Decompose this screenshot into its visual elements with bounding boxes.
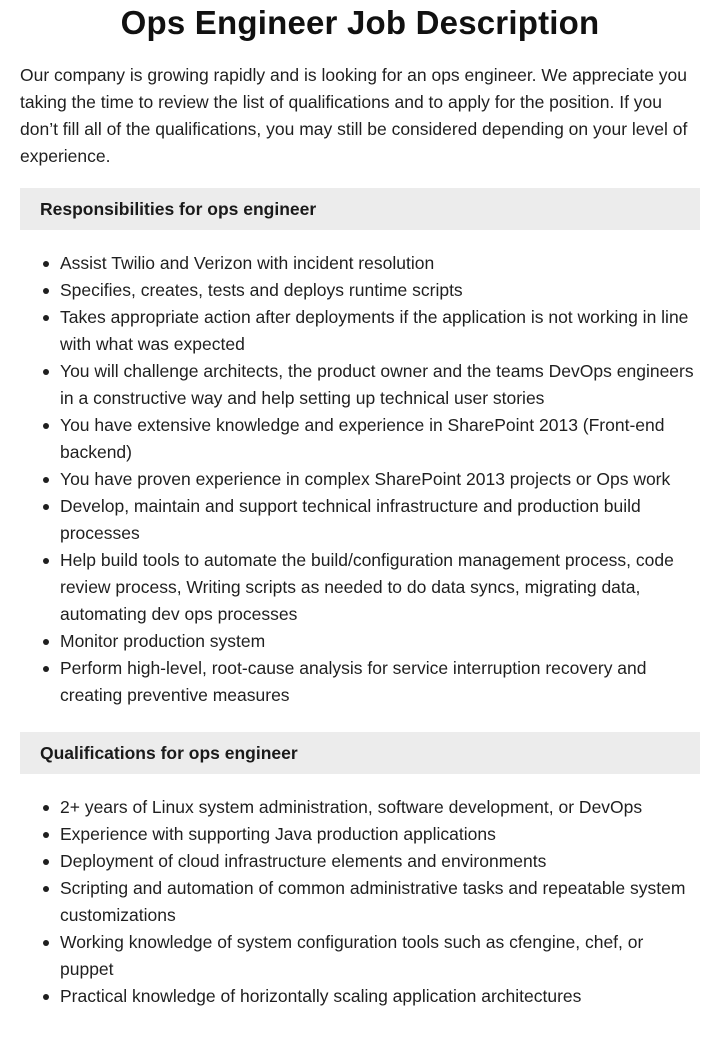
list-item: [60, 628, 700, 655]
bullet-icon: [43, 261, 49, 267]
list-item-text: You have extensive knowledge and experience in SharePoint 2013 (Front-end backend): [60, 415, 665, 462]
list-item-text: 2+ years of Linux system administration, software development, or DevOps: [60, 797, 643, 817]
section-spacer: [20, 709, 700, 714]
bullet-icon: [43, 477, 49, 483]
list-item: [60, 655, 700, 709]
list-item: [60, 304, 700, 358]
bullet-icon: [43, 994, 49, 1000]
list-item-text: Scripting and automation of common administrative tasks and repeatable system customizations: [60, 878, 686, 925]
list-item: [60, 250, 700, 277]
list-item: [60, 821, 700, 848]
list-item-text: Develop, maintain and support technical infrastructure and production build processes: [60, 496, 641, 543]
list-item: [60, 875, 700, 929]
list-item: [60, 493, 700, 547]
bullet-icon: [43, 315, 49, 321]
list-item-text: Working knowledge of system configuration tools such as cfengine, chef, or puppet: [60, 932, 644, 979]
bullet-icon: [43, 832, 49, 838]
list-item-text: Experience with supporting Java production applications: [60, 824, 496, 844]
bullet-icon: [43, 504, 49, 510]
list-item-text: Takes appropriate action after deployments if the application is not working in line with what was expected: [60, 307, 689, 354]
list-item: [60, 277, 700, 304]
bullet-icon: [43, 666, 49, 672]
qualifications-list: [20, 794, 700, 1010]
list-item: [60, 358, 700, 412]
intro-paragraph: Our company is growing rapidly and is looking for an ops engineer. We appreciate you taking the time to review the list of qualifications and to apply for the position. If you don’t fill all of the qualifications, you may still be considered depending on your level of experience.: [20, 65, 688, 166]
list-item: [60, 466, 700, 493]
qualifications-heading: Qualifications for ops engineer: [20, 732, 700, 774]
list-item: [60, 929, 700, 983]
list-item-text: Practical knowledge of horizontally scaling application architectures: [60, 986, 582, 1006]
bullet-icon: [43, 423, 49, 429]
list-item-text: You have proven experience in complex SharePoint 2013 projects or Ops work: [60, 469, 671, 489]
list-item: [60, 412, 700, 466]
page-title: Ops Engineer Job Description: [120, 4, 600, 41]
list-item-text: Help build tools to automate the build/configuration management process, code review process, Writing scripts as needed to do data syncs, migrating data, automating dev ops processes: [60, 550, 674, 624]
bullet-icon: [43, 940, 49, 946]
list-item-text: Specifies, creates, tests and deploys runtime scripts: [60, 280, 463, 300]
responsibilities-heading: Responsibilities for ops engineer: [20, 188, 700, 230]
list-item: [60, 983, 700, 1010]
list-item-text: Deployment of cloud infrastructure elements and environments: [60, 851, 547, 871]
list-item: [60, 547, 700, 628]
bullet-icon: [43, 886, 49, 892]
bullet-icon: [43, 369, 49, 375]
responsibilities-list: [20, 250, 700, 709]
bullet-icon: [43, 639, 49, 645]
bullet-icon: [43, 805, 49, 811]
list-item: [60, 848, 700, 875]
list-item-text: Monitor production system: [60, 631, 266, 651]
bullet-icon: [43, 859, 49, 865]
list-item: [60, 794, 700, 821]
list-item-text: Assist Twilio and Verizon with incident resolution: [60, 253, 435, 273]
bullet-icon: [43, 558, 49, 564]
bullet-icon: [43, 288, 49, 294]
list-item-text: Perform high-level, root-cause analysis for service interruption recovery and creating preventive measures: [60, 658, 647, 705]
list-item-text: You will challenge architects, the product owner and the teams DevOps engineers in a constructive way and help setting up technical user stories: [60, 361, 694, 408]
